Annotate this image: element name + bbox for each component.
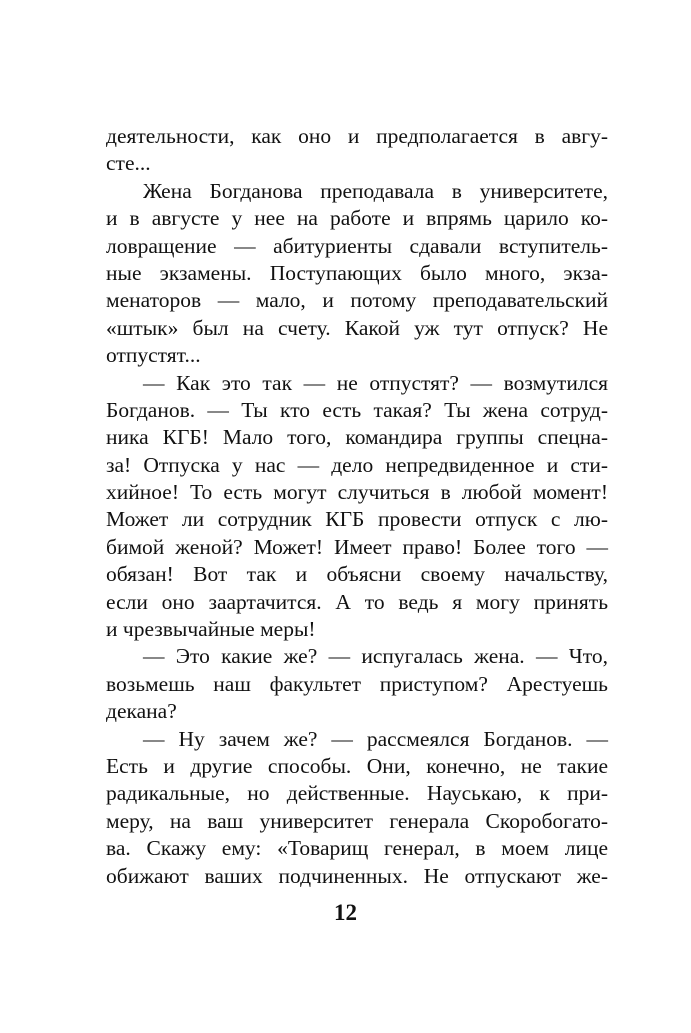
text-line: ника КГБ! Мало того, командира группы спецна- [106, 425, 608, 450]
text-line: ловращение — абитуриенты сдавали вступитель- [106, 233, 608, 258]
text-line: если оно заартачится. А то ведь я могу принять [106, 589, 608, 614]
text-line: бимой женой? Может! Имеет право! Более того — [106, 534, 608, 559]
page-number: 12 [334, 900, 357, 925]
text-line: декана? [106, 699, 177, 724]
text-line: Может ли сотрудник КГБ провести отпуск с лю- [106, 507, 608, 532]
text-line: радикальные, но действенные. Науськаю, к при- [106, 781, 608, 806]
text-line: обижают ваших подчиненных. Не отпускают же- [106, 863, 608, 888]
text-line: обязан! Вот так и объясни своему начальству, [106, 562, 608, 587]
text-line: Жена Богданова преподавала в университете, [143, 178, 608, 203]
text-line: Есть и другие способы. Они, конечно, не такие [106, 753, 608, 778]
text-line: отпустят... [106, 343, 201, 368]
text-line: — Это какие же? — испугалась жена. — Что, [143, 644, 608, 669]
text-line: Богданов. — Ты кто есть такая? Ты жена сотруд- [106, 397, 608, 422]
text-line: за! Отпуска у нас — дело непредвиденное и сти- [106, 452, 608, 477]
body-text [106, 123, 608, 890]
text-line: возьмешь наш факультет приступом? Арестуешь [106, 671, 608, 696]
text-line: деятельности, как оно и предполагается в авгу- [106, 124, 608, 148]
text-line: менаторов — мало, и потому преподавательский [106, 288, 608, 313]
text-line: — Как это так — не отпустят? — возмутился [143, 370, 608, 395]
text-line: и в августе у нее на работе и впрямь царило ко- [106, 206, 608, 231]
text-line: «штык» был на счету. Какой уж тут отпуск? Не [106, 315, 608, 340]
text-line: хийное! То есть могут случиться в любой момент! [106, 480, 608, 505]
text-line: ва. Скажу ему: «Товарищ генерал, в моем лице [106, 836, 608, 861]
text-line: ные экзамены. Поступающих было много, экза- [106, 260, 608, 285]
text-line: — Ну зачем же? — рассмеялся Богданов. — [143, 726, 608, 751]
text-line: сте... [106, 151, 151, 176]
text-line: меру, на ваш университет генерала Скоробогато- [106, 808, 608, 833]
text-line: и чрезвычайные меры! [106, 617, 316, 642]
